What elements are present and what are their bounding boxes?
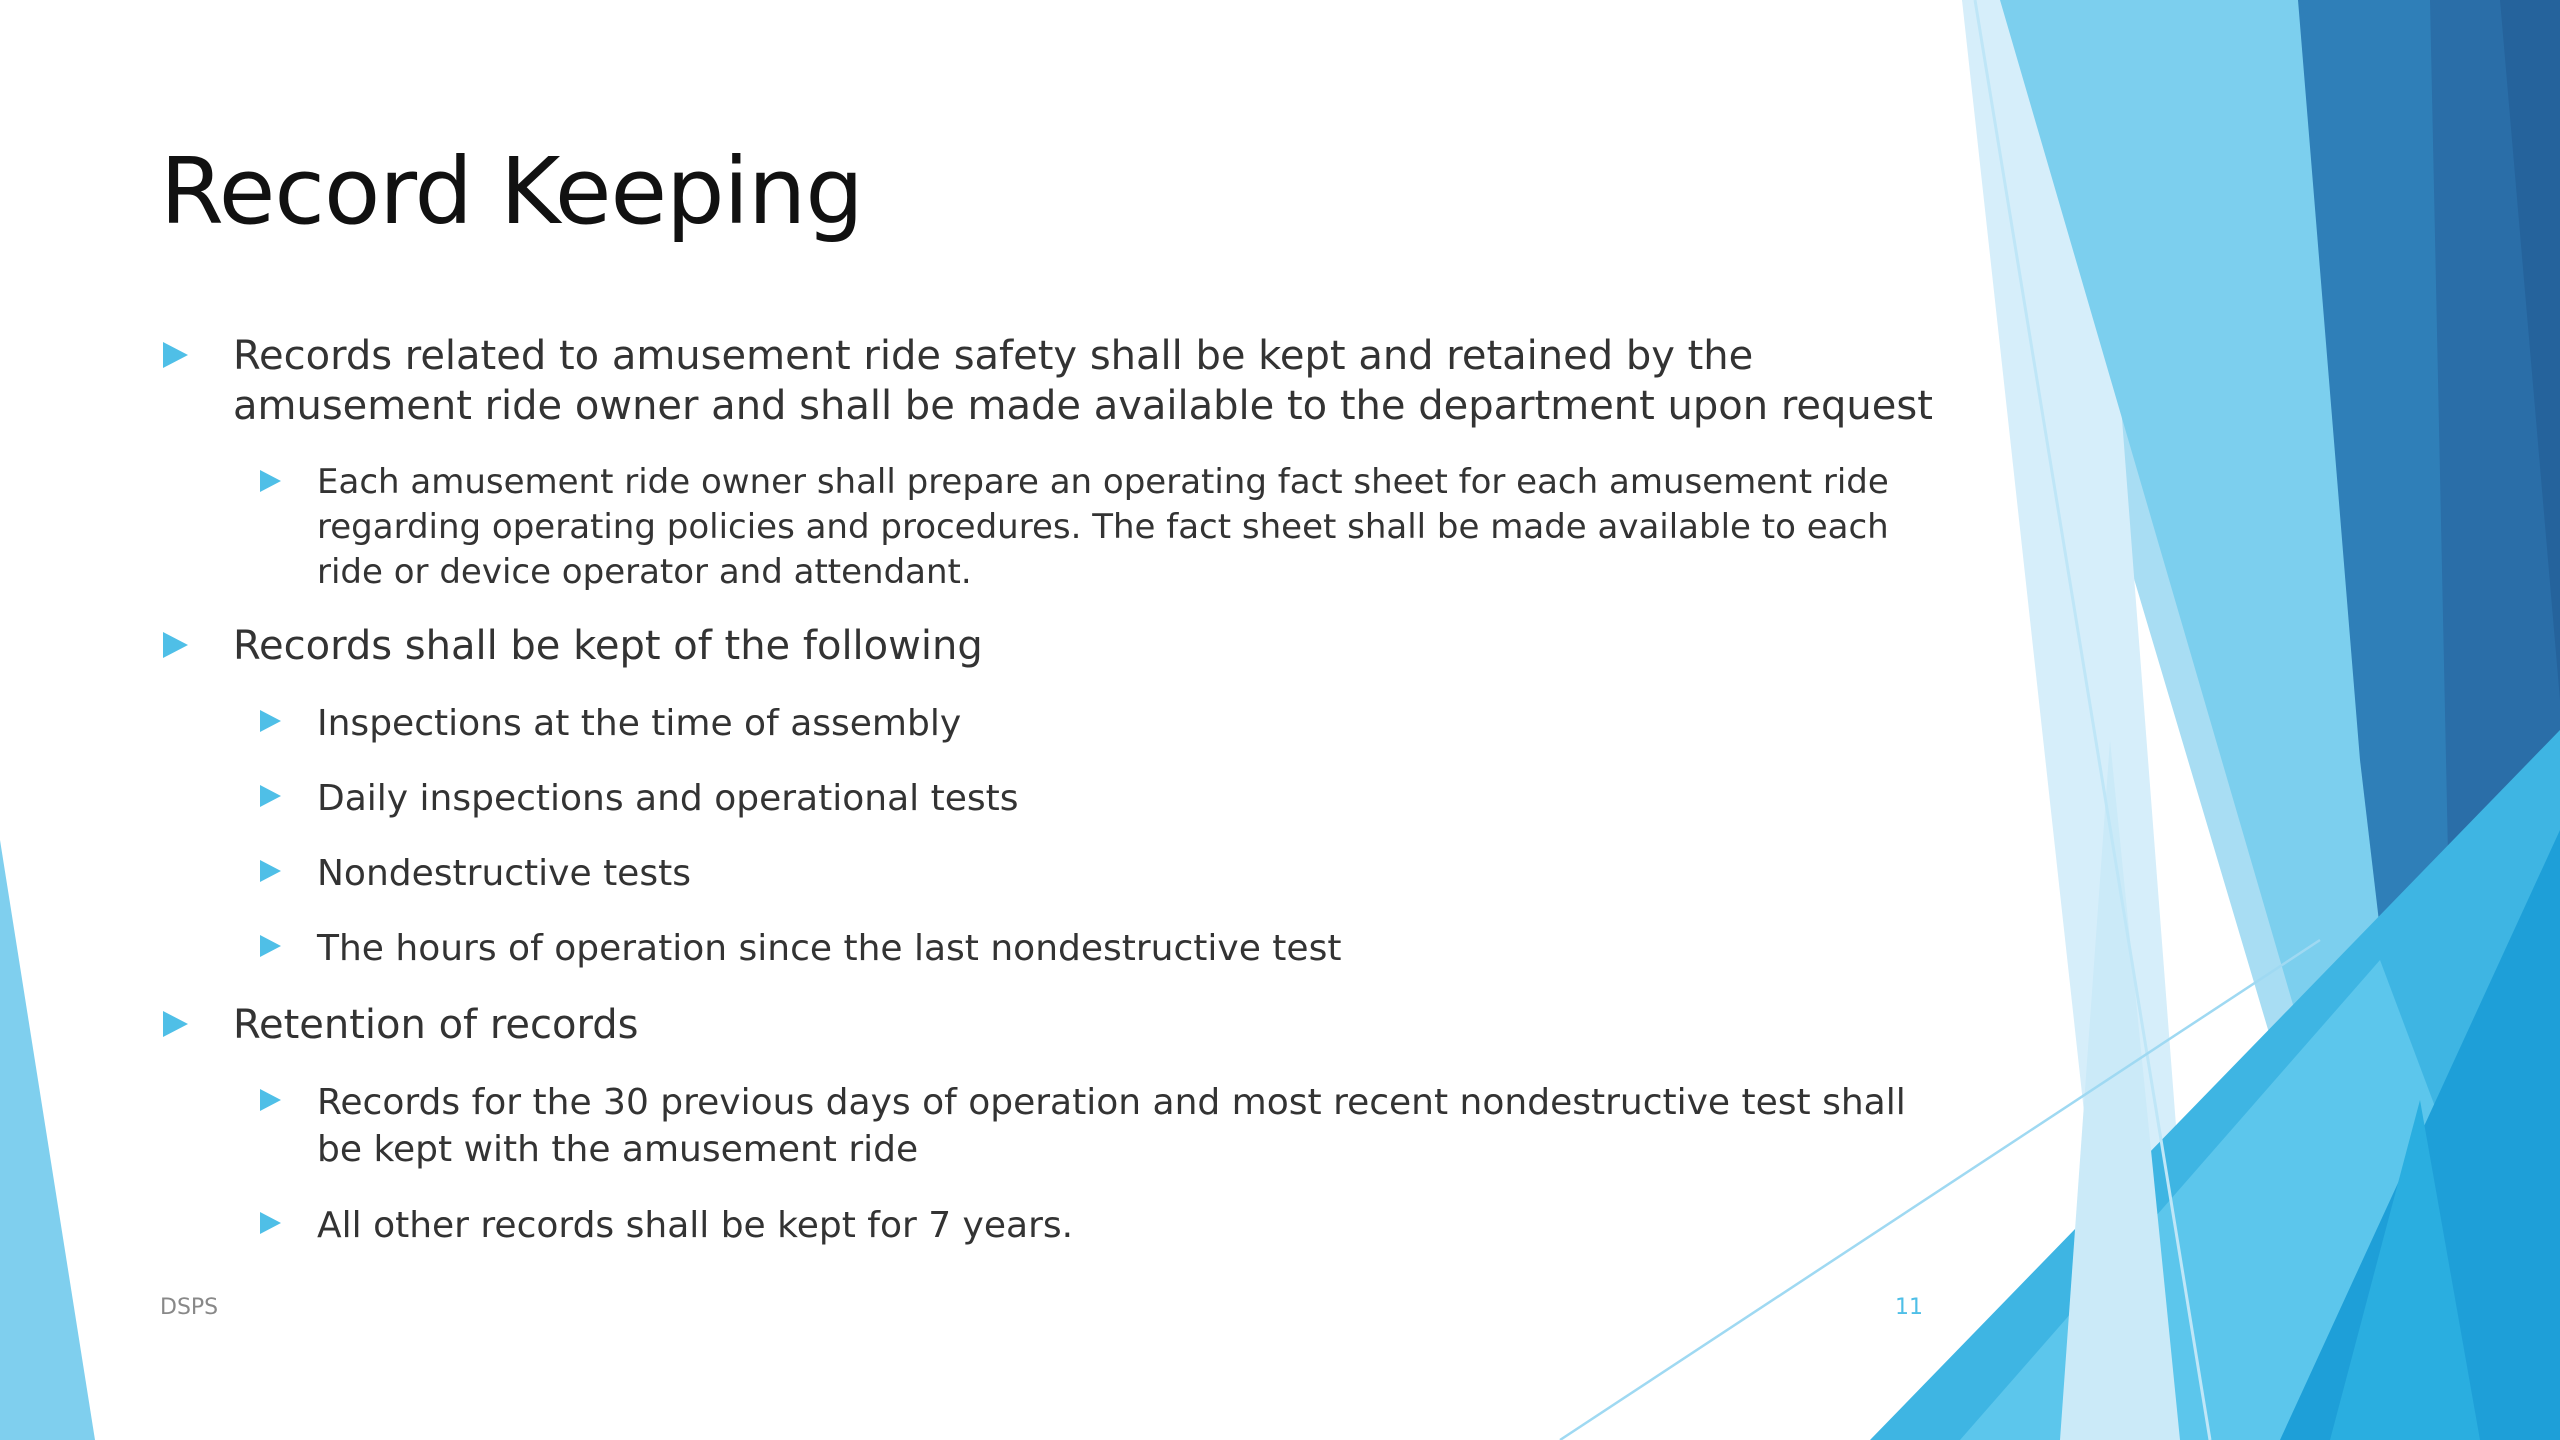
sub-bullet-text: The hours of operation since the last nondestructive test (317, 928, 1342, 969)
bullet-text: Retention of records (233, 1002, 639, 1048)
sub-bullet-inspections-assembly (260, 700, 1920, 747)
bullet-records-following (163, 621, 1943, 671)
sub-bullet-text: Inspections at the time of assembly (317, 703, 962, 744)
sub-bullet-fact-sheet (260, 460, 1920, 595)
sub-bullet-text: Nondestructive tests (317, 853, 691, 894)
triangle-bullet-icon (163, 342, 188, 368)
triangle-bullet-icon (260, 935, 281, 957)
slide-title: Record Keeping (160, 138, 863, 245)
sub-bullet-30-days (260, 1079, 1920, 1173)
triangle-bullet-icon (260, 785, 281, 807)
sub-bullet-nondestructive-tests (260, 850, 1920, 897)
triangle-bullet-icon (163, 1011, 188, 1037)
footer-text: DSPS (160, 1295, 219, 1320)
bullet-retention (163, 1000, 1943, 1050)
sub-bullet-hours-operation (260, 925, 1920, 972)
triangle-bullet-icon (260, 860, 281, 882)
bullet-records-safety (163, 331, 1943, 431)
triangle-bullet-icon (260, 1089, 281, 1111)
sub-bullet-7-years (260, 1202, 1920, 1249)
sub-bullet-text: Daily inspections and operational tests (317, 778, 1019, 819)
bullet-text: Records related to amusement ride safety shall be kept and retained by the amusement ride owner and shall be made available to the department upon request (233, 333, 1933, 429)
sub-bullet-text: Each amusement ride owner shall prepare an operating fact sheet for each amusement ride regarding operating policies and procedures. The fact sheet shall be made available to each ride or device operator and attendant. (317, 462, 1889, 592)
bullet-text: Records shall be kept of the following (233, 623, 983, 669)
sub-bullet-text: All other records shall be kept for 7 years. (317, 1205, 1074, 1246)
triangle-bullet-icon (260, 1212, 281, 1234)
sub-bullet-text: Records for the 30 previous days of operation and most recent nondestructive test shall be kept with the amusement ride (317, 1082, 1906, 1170)
sub-bullet-daily-inspections (260, 775, 1920, 822)
page-number: 11 (1895, 1295, 1923, 1320)
triangle-bullet-icon (260, 710, 281, 732)
triangle-bullet-icon (260, 470, 281, 492)
triangle-bullet-icon (163, 632, 188, 658)
